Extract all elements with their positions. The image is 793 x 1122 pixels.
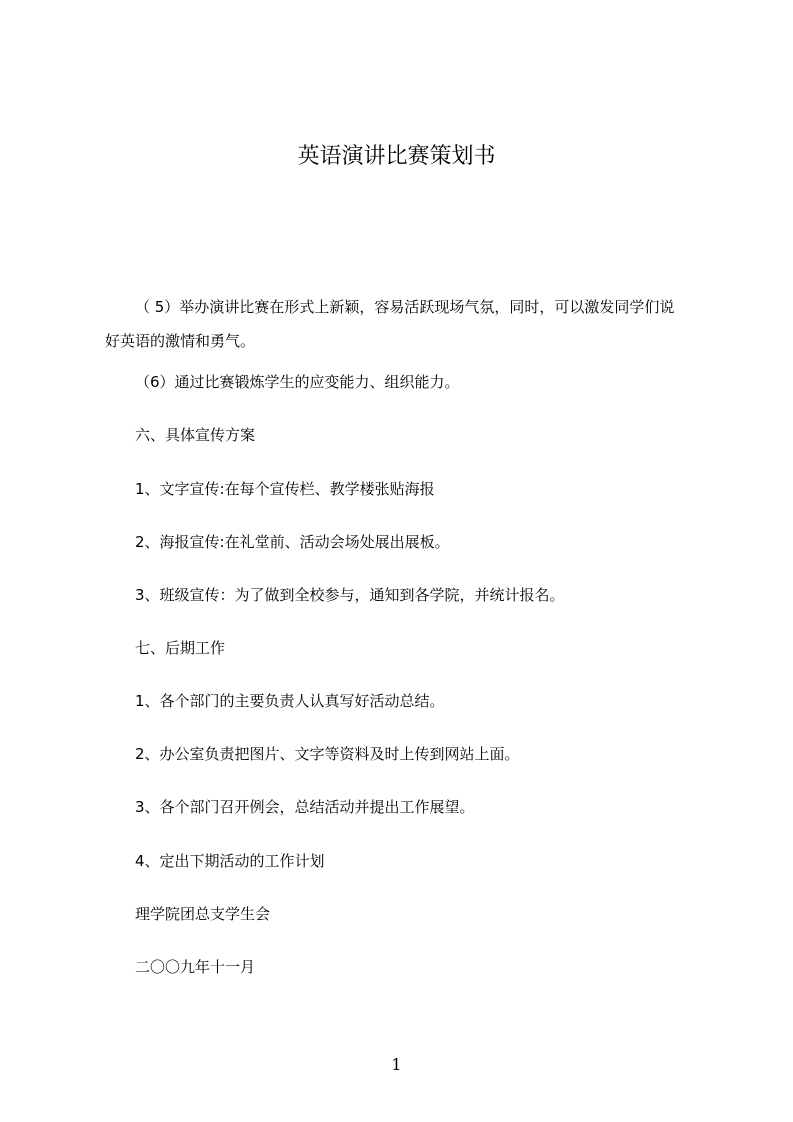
page-number: 1 (391, 1055, 402, 1074)
document-title: 英语演讲比赛策划书 (297, 144, 496, 169)
paragraph-line-1: （ 5）举办演讲比赛在形式上新颖，容易活跃现场气氛，同时，可以激发同学们说 (135, 298, 675, 316)
list-item: 1、文字宣传:在每个宣传栏、教学楼张贴海报 (135, 480, 435, 498)
list-item: 1、各个部门的主要负责人认真写好活动总结。 (135, 692, 445, 710)
section-heading-followup: 七、后期工作 (135, 639, 226, 657)
list-item: 4、定出下期活动的工作计划 (135, 852, 325, 870)
list-item: 3、各个部门召开例会，总结活动并提出工作展望。 (135, 798, 475, 816)
section-heading-publicity: 六、具体宣传方案 (135, 426, 256, 444)
paragraph-line-2: 好英语的激情和勇气。 (105, 332, 256, 350)
list-item: 2、办公室负责把图片、文字等资料及时上传到网站上面。 (135, 745, 520, 763)
list-item: 3、班级宣传：为了做到全校参与，通知到各学院，并统计报名。 (135, 586, 565, 604)
signature-organization: 理学院团总支学生会 (135, 905, 271, 923)
paragraph-item-6: （6）通过比赛锻炼学生的应变能力、组织能力。 (135, 373, 460, 391)
signature-date: 二〇〇九年十一月 (135, 958, 256, 976)
paragraph-item-5 (105, 290, 715, 358)
list-item: 2、海报宣传:在礼堂前、活动会场处展出展板。 (135, 533, 450, 551)
